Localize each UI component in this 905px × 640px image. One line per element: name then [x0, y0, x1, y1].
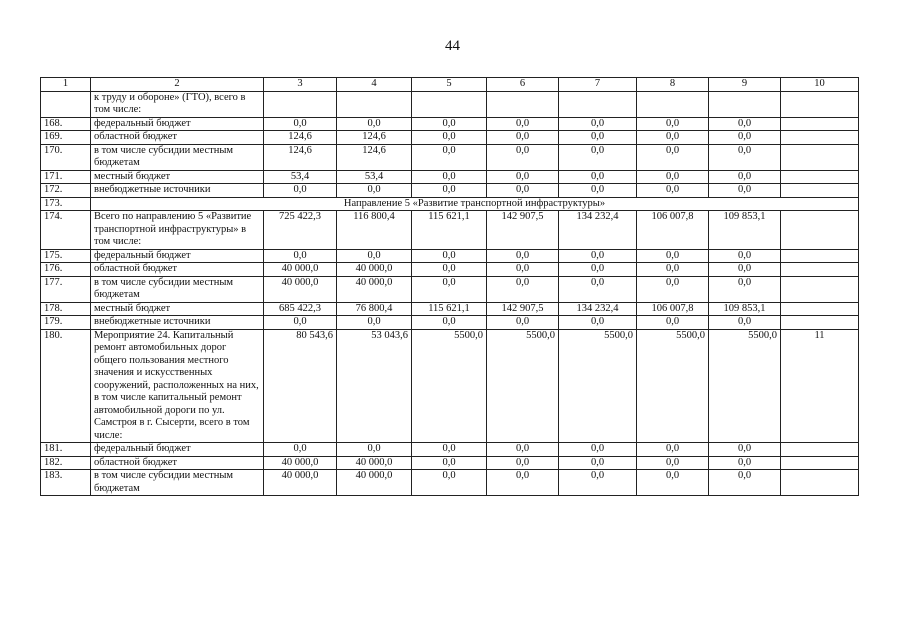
- value-cell: 0,0: [709, 170, 781, 184]
- value-cell: 0,0: [337, 443, 412, 457]
- value-cell: 0,0: [559, 316, 637, 330]
- value-cell: 0,0: [487, 263, 559, 277]
- value-cell: 40 000,0: [264, 276, 337, 302]
- value-cell: 0,0: [264, 443, 337, 457]
- row-number: 169.: [41, 131, 91, 145]
- value-cell: 124,6: [264, 144, 337, 170]
- row-name: в том числе субсидии местным бюджетам: [91, 276, 264, 302]
- row-name: Всего по направлению 5 «Развитие транспортной инфраструктуры» в том числе:: [91, 211, 264, 250]
- row-name: федеральный бюджет: [91, 443, 264, 457]
- value-cell: 0,0: [637, 184, 709, 198]
- value-cell: 5500,0: [559, 329, 637, 443]
- table-row: [41, 302, 859, 316]
- value-cell: 0,0: [559, 170, 637, 184]
- value-cell: [781, 456, 859, 470]
- value-cell: 124,6: [337, 131, 412, 145]
- value-cell: 109 853,1: [709, 302, 781, 316]
- value-cell: 725 422,3: [264, 211, 337, 250]
- value-cell: 0,0: [559, 443, 637, 457]
- value-cell: [337, 91, 412, 117]
- value-cell: 0,0: [637, 131, 709, 145]
- section-row: [41, 197, 859, 211]
- row-name: областной бюджет: [91, 131, 264, 145]
- value-cell: 116 800,4: [337, 211, 412, 250]
- value-cell: [781, 170, 859, 184]
- value-cell: 80 543,6: [264, 329, 337, 443]
- row-name: областной бюджет: [91, 263, 264, 277]
- value-cell: 142 907,5: [487, 302, 559, 316]
- table-row: [41, 170, 859, 184]
- table-row: [41, 263, 859, 277]
- value-cell: 0,0: [264, 184, 337, 198]
- value-cell: 0,0: [709, 263, 781, 277]
- row-number: 179.: [41, 316, 91, 330]
- row-name: федеральный бюджет: [91, 117, 264, 131]
- row-name: федеральный бюджет: [91, 249, 264, 263]
- table-row: [41, 144, 859, 170]
- value-cell: [709, 91, 781, 117]
- row-number: 173.: [41, 197, 91, 211]
- value-cell: 0,0: [487, 456, 559, 470]
- column-header: 8: [637, 78, 709, 92]
- value-cell: [781, 249, 859, 263]
- value-cell: 0,0: [412, 456, 487, 470]
- value-cell: [412, 91, 487, 117]
- value-cell: 0,0: [487, 117, 559, 131]
- value-cell: 0,0: [264, 316, 337, 330]
- header-row: [41, 78, 859, 92]
- value-cell: [781, 276, 859, 302]
- value-cell: 0,0: [709, 131, 781, 145]
- value-cell: 685 422,3: [264, 302, 337, 316]
- value-cell: [781, 91, 859, 117]
- budget-table: [40, 77, 859, 496]
- value-cell: 40 000,0: [264, 456, 337, 470]
- row-name: внебюджетные источники: [91, 184, 264, 198]
- row-number: [41, 91, 91, 117]
- value-cell: 0,0: [637, 316, 709, 330]
- value-cell: [781, 263, 859, 277]
- value-cell: 0,0: [637, 263, 709, 277]
- value-cell: [781, 316, 859, 330]
- row-name: в том числе субсидии местным бюджетам: [91, 144, 264, 170]
- value-cell: 0,0: [412, 263, 487, 277]
- value-cell: 142 907,5: [487, 211, 559, 250]
- value-cell: 0,0: [337, 184, 412, 198]
- row-name: внебюджетные источники: [91, 316, 264, 330]
- row-number: 175.: [41, 249, 91, 263]
- table-row: [41, 316, 859, 330]
- value-cell: 115 621,1: [412, 211, 487, 250]
- section-title: Направление 5 «Развитие транспортной инфраструктуры»: [91, 197, 859, 211]
- value-cell: 0,0: [637, 470, 709, 496]
- table-row: [41, 249, 859, 263]
- value-cell: 0,0: [487, 443, 559, 457]
- value-cell: 0,0: [559, 276, 637, 302]
- column-header: 7: [559, 78, 637, 92]
- value-cell: 0,0: [337, 117, 412, 131]
- column-header: 4: [337, 78, 412, 92]
- row-number: 182.: [41, 456, 91, 470]
- column-header: 10: [781, 78, 859, 92]
- value-cell: 0,0: [412, 170, 487, 184]
- value-cell: 53,4: [264, 170, 337, 184]
- value-cell: 0,0: [412, 249, 487, 263]
- table-row: [41, 470, 859, 496]
- value-cell: 40 000,0: [264, 470, 337, 496]
- value-cell: 124,6: [264, 131, 337, 145]
- row-number: 172.: [41, 184, 91, 198]
- value-cell: 0,0: [559, 117, 637, 131]
- row-name: областной бюджет: [91, 456, 264, 470]
- value-cell: 11: [781, 329, 859, 443]
- table-row: [41, 276, 859, 302]
- value-cell: 0,0: [487, 184, 559, 198]
- value-cell: [781, 470, 859, 496]
- value-cell: 0,0: [709, 316, 781, 330]
- value-cell: 0,0: [412, 131, 487, 145]
- table-row: [41, 456, 859, 470]
- value-cell: [781, 443, 859, 457]
- value-cell: 0,0: [412, 117, 487, 131]
- value-cell: [637, 91, 709, 117]
- row-name: местный бюджет: [91, 302, 264, 316]
- value-cell: 0,0: [487, 249, 559, 263]
- row-name: Мероприятие 24. Капитальный ремонт автомобильных дорог общего пользования местного значения и искусственных сооружений, расположенных на них, в том числе капитальный ремонт автомобильной дороги по ул. Самстроя в г. Сысерти, всего в том числе:: [91, 329, 264, 443]
- value-cell: 106 007,8: [637, 302, 709, 316]
- column-header: 1: [41, 78, 91, 92]
- value-cell: 0,0: [412, 184, 487, 198]
- value-cell: 5500,0: [637, 329, 709, 443]
- column-header: 3: [264, 78, 337, 92]
- column-header: 2: [91, 78, 264, 92]
- value-cell: [559, 91, 637, 117]
- table-row: [41, 131, 859, 145]
- value-cell: 134 232,4: [559, 302, 637, 316]
- value-cell: 0,0: [637, 144, 709, 170]
- value-cell: 76 800,4: [337, 302, 412, 316]
- row-number: 171.: [41, 170, 91, 184]
- value-cell: 0,0: [637, 276, 709, 302]
- table-row: [41, 91, 859, 117]
- row-number: 183.: [41, 470, 91, 496]
- value-cell: 5500,0: [412, 329, 487, 443]
- value-cell: 115 621,1: [412, 302, 487, 316]
- table-row: [41, 184, 859, 198]
- row-number: 181.: [41, 443, 91, 457]
- value-cell: [781, 184, 859, 198]
- value-cell: 0,0: [637, 249, 709, 263]
- value-cell: 53,4: [337, 170, 412, 184]
- value-cell: 0,0: [559, 456, 637, 470]
- value-cell: 0,0: [487, 276, 559, 302]
- value-cell: [781, 144, 859, 170]
- value-cell: 0,0: [709, 276, 781, 302]
- row-number: 176.: [41, 263, 91, 277]
- value-cell: 40 000,0: [337, 276, 412, 302]
- value-cell: 0,0: [264, 249, 337, 263]
- row-number: 180.: [41, 329, 91, 443]
- value-cell: 5500,0: [487, 329, 559, 443]
- value-cell: 0,0: [337, 249, 412, 263]
- value-cell: 40 000,0: [337, 263, 412, 277]
- value-cell: 0,0: [412, 443, 487, 457]
- row-number: 177.: [41, 276, 91, 302]
- value-cell: 106 007,8: [637, 211, 709, 250]
- value-cell: 0,0: [559, 184, 637, 198]
- value-cell: 0,0: [412, 470, 487, 496]
- value-cell: 0,0: [487, 316, 559, 330]
- value-cell: 40 000,0: [264, 263, 337, 277]
- row-name: местный бюджет: [91, 170, 264, 184]
- value-cell: [781, 211, 859, 250]
- value-cell: 124,6: [337, 144, 412, 170]
- value-cell: 0,0: [637, 456, 709, 470]
- value-cell: 0,0: [264, 117, 337, 131]
- row-name: в том числе субсидии местным бюджетам: [91, 470, 264, 496]
- value-cell: 0,0: [487, 144, 559, 170]
- row-name: к труду и обороне» (ГТО), всего в том числе:: [91, 91, 264, 117]
- value-cell: 0,0: [709, 470, 781, 496]
- value-cell: 0,0: [559, 249, 637, 263]
- value-cell: 0,0: [412, 316, 487, 330]
- value-cell: 0,0: [559, 144, 637, 170]
- table-row: [41, 329, 859, 443]
- table-row: [41, 211, 859, 250]
- table-row: [41, 443, 859, 457]
- value-cell: 0,0: [637, 170, 709, 184]
- value-cell: 0,0: [487, 131, 559, 145]
- value-cell: 0,0: [709, 249, 781, 263]
- value-cell: 0,0: [709, 117, 781, 131]
- value-cell: 0,0: [412, 144, 487, 170]
- value-cell: 5500,0: [709, 329, 781, 443]
- value-cell: [781, 131, 859, 145]
- row-number: 170.: [41, 144, 91, 170]
- value-cell: 0,0: [559, 131, 637, 145]
- row-number: 168.: [41, 117, 91, 131]
- value-cell: 0,0: [412, 276, 487, 302]
- value-cell: 134 232,4: [559, 211, 637, 250]
- value-cell: 0,0: [559, 263, 637, 277]
- column-header: 6: [487, 78, 559, 92]
- value-cell: 109 853,1: [709, 211, 781, 250]
- value-cell: 40 000,0: [337, 470, 412, 496]
- value-cell: 0,0: [487, 170, 559, 184]
- value-cell: 0,0: [559, 470, 637, 496]
- value-cell: [781, 117, 859, 131]
- value-cell: 0,0: [709, 184, 781, 198]
- table-row: [41, 117, 859, 131]
- value-cell: 0,0: [337, 316, 412, 330]
- value-cell: 0,0: [487, 470, 559, 496]
- value-cell: 0,0: [709, 456, 781, 470]
- value-cell: 40 000,0: [337, 456, 412, 470]
- value-cell: [264, 91, 337, 117]
- page-number: 44: [445, 38, 460, 54]
- value-cell: [487, 91, 559, 117]
- column-header: 9: [709, 78, 781, 92]
- column-header: 5: [412, 78, 487, 92]
- value-cell: 53 043,6: [337, 329, 412, 443]
- value-cell: [781, 302, 859, 316]
- value-cell: 0,0: [709, 443, 781, 457]
- value-cell: 0,0: [709, 144, 781, 170]
- value-cell: 0,0: [637, 117, 709, 131]
- row-number: 178.: [41, 302, 91, 316]
- row-number: 174.: [41, 211, 91, 250]
- value-cell: 0,0: [637, 443, 709, 457]
